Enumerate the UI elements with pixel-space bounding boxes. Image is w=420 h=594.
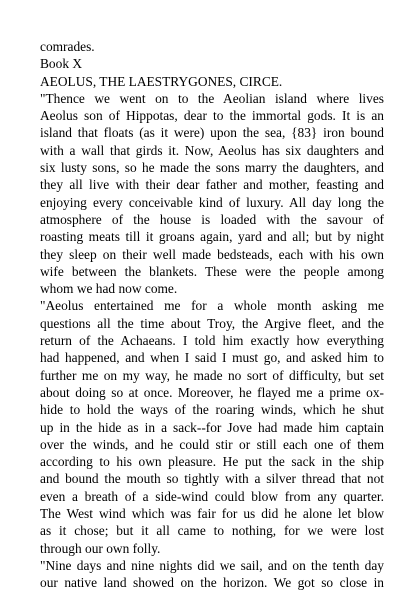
text-line: Aeolus son of Hippotas, dear to the immortal gods. It is an — [40, 108, 384, 124]
document-page — [40, 38, 384, 592]
text-line: roasting meats till it groans again, yard and all; but by night — [40, 229, 384, 245]
text-line: AEOLUS, THE LAESTRYGONES, CIRCE. — [40, 73, 283, 89]
text-line: return of the Achaeans. I told him exactly how everything — [40, 333, 384, 349]
text-line: Book X — [40, 56, 83, 72]
text-line: they sleep on their well made bedsteads, each with his own — [40, 246, 384, 262]
text-line: "Aeolus entertained me for a whole month asking me — [40, 298, 384, 314]
text-line: had happened, and when I said I must go, and asked him to — [40, 350, 384, 366]
text-line: "Nine days and nine nights did we sail, and on the tenth day — [40, 557, 384, 573]
text-line: up in the hide as in a sack--for Jove had made him captain — [40, 419, 384, 435]
text-line: island that floats (as it were) upon the sea, {83} iron bound — [40, 125, 384, 141]
text-line: whom we had now come. — [40, 281, 178, 297]
text-line: "Thence we went on to the Aeolian island where lives — [40, 90, 384, 106]
text-line: wife between the blankets. These were the people among — [40, 263, 384, 279]
text-line: even a breath of a side-wind could blow from any quarter. — [40, 488, 384, 504]
text-line: over the winds, and he could stir or still each one of them — [40, 436, 384, 452]
text-line: questions all the time about Troy, the Argive fleet, and the — [40, 315, 384, 331]
text-line: atmosphere of the house is loaded with the savour of — [40, 211, 384, 227]
text-line: The West wind which was fair for us did he alone let blow — [40, 506, 384, 522]
text-line: about doing so at once. Moreover, he flayed me a prime ox- — [40, 384, 384, 400]
text-line: six lusty sons, so he made the sons marry the daughters, and — [40, 160, 384, 176]
text-line: they all live with their dear father and mother, feasting and — [40, 177, 384, 193]
text-line: through our own folly. — [40, 540, 161, 556]
text-line: hide to hold the ways of the roaring winds, which he shut — [40, 402, 384, 418]
text-line: further me on my way, he made no sort of difficulty, but set — [40, 367, 384, 383]
text-line: our native land showed on the horizon. We got so close in — [40, 575, 384, 591]
text-line: comrades. — [40, 39, 95, 54]
text-line: enjoying every conceivable kind of luxury. All day long the — [40, 194, 384, 210]
text-line: as it chose; but it all came to nothing, for we were lost — [40, 523, 384, 539]
text-line: and bound the mouth so tightly with a silver thread that not — [40, 471, 384, 487]
text-line: with a wall that girds it. Now, Aeolus has six daughters and — [40, 142, 384, 158]
text-line: according to his own pleasure. He put the sack in the ship — [40, 454, 384, 470]
